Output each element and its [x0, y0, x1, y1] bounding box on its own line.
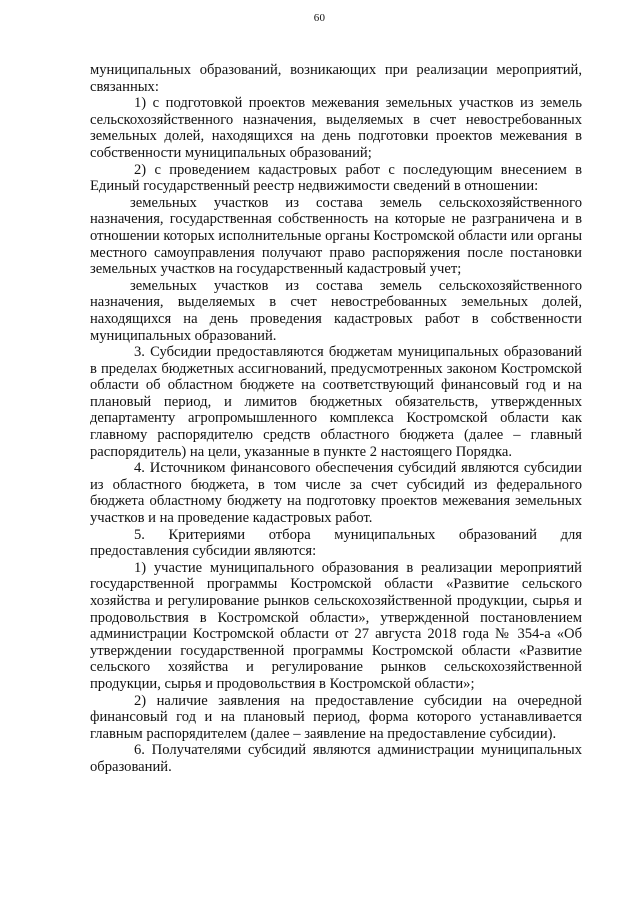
- paragraph-criterion-2-application: 2) наличие заявления на предоставление субсидии на очередной финансовый год и на плановый период, форма которого устанавливается главным распорядителем (далее – заявление на предоставление субсидии).: [90, 692, 582, 742]
- paragraph-intro-continuation: муниципальных образований, возникающих при реализации мероприятий, связанных:: [90, 62, 582, 95]
- paragraph-clause-5-selection-criteria: 5. Критериями отбора муниципальных образований для предоставления субсидии являются:: [90, 526, 582, 560]
- paragraph-unallocated-land: земельных участков из состава земель сельскохозяйственного назначения, государственная собственность на которые не разграничена и в отношении которых исполнительные органы Костромской области или органы местного самоуправления получают право распоряжения после постановки земельных участков на государственный кадастровый учет;: [90, 194, 582, 278]
- paragraph-item-2-cadastral-works: 2) с проведением кадастровых работ с последующим внесением в Единый государственный реестр недвижимости сведений в отношении:: [90, 161, 582, 195]
- page-number: 60: [313, 12, 326, 24]
- paragraph-item-1-survey-projects: 1) с подготовкой проектов межевания земельных участков из земель сельскохозяйственного назначения, выделяемых в счет невостребованных земельных долей, находящихся на день подготовки проектов межевания в собственности муниципальных образований;: [90, 95, 582, 161]
- paragraph-clause-3-subsidies: 3. Субсидии предоставляются бюджетам муниципальных образований в пределах бюджетных ассигнований, предусмотренных законом Костромской области об областном бюджете на соответствующий финансовый год и на плановый период, и лимитов бюджетных обязательств, утвержденных департаменту агропромышленного комплекса Костромской области как главному распорядителю средств областного бюджета (далее – главный распорядитель) на цели, указанные в пункте 2 настоящего Порядка.: [90, 344, 582, 460]
- document-body: [90, 62, 582, 776]
- paragraph-clause-4-funding-source: 4. Источником финансового обеспечения субсидий являются субсидии из областного бюджета, в том числе за счет субсидий из федерального бюджета областному бюджету на подготовку проектов межевания земельных участков и на проведение кадастровых работ.: [90, 460, 582, 527]
- paragraph-criterion-1-program-participation: 1) участие муниципального образования в реализации мероприятий государственной программы Костромской области «Развитие сельского хозяйства и регулирование рынков сельскохозяйственной продукции, сырья и продовольствия в Костромской области», утвержденной постановлением администрации Костромской области от 27 августа 2018 года № 354-а «Об утверждении государственной программы Костромской области «Развитие сельского хозяйства и регулирование рынков сельскохозяйственной продукции, сырья и продовольствия в Костромской области»;: [90, 559, 582, 692]
- paragraph-clause-6-recipients: 6. Получателями субсидий являются администрации муниципальных образований.: [90, 742, 582, 775]
- paragraph-unclaimed-shares-land: земельных участков из состава земель сельскохозяйственного назначения, выделяемых в счет невостребованных земельных долей, находящихся на день проведения кадастровых работ в собственности муниципальных образований.: [90, 277, 582, 344]
